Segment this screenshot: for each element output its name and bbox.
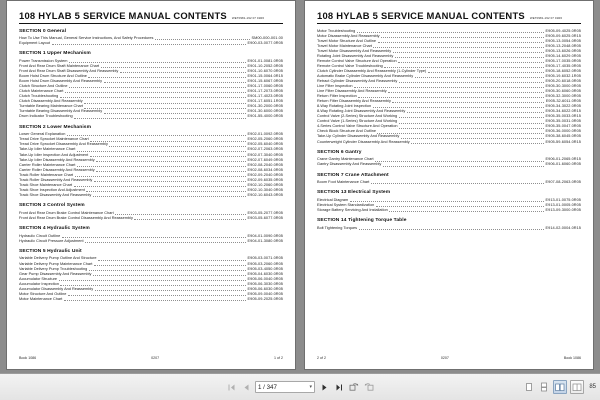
toc-entry-number: E902-07-3040.0R05 bbox=[247, 152, 283, 157]
document-page-right[interactable] bbox=[304, 0, 594, 370]
toc-leader-dots bbox=[407, 111, 544, 113]
toc-entry-number: E901-17-2073.0R05 bbox=[247, 89, 283, 94]
toc-entry-number: E904-01-3080.0R05 bbox=[247, 238, 283, 243]
toc-leader-dots bbox=[93, 195, 246, 197]
single-page-view-icon[interactable] bbox=[523, 381, 535, 394]
toc-entry-number: E913-01-0075.0R05 bbox=[545, 198, 581, 203]
toc-entry-label: Accumulator Structure bbox=[19, 276, 58, 281]
rotate-counterclockwise-icon[interactable] bbox=[363, 381, 375, 394]
toc-leader-dots bbox=[384, 66, 544, 68]
table-of-contents-left bbox=[19, 29, 283, 302]
toc-entry-number: E905-09-4025.0R05 bbox=[545, 28, 581, 33]
first-page-icon[interactable] bbox=[225, 381, 237, 394]
toc-entry-label: Motor Maintenance Chart bbox=[19, 296, 63, 301]
toc-entry-number: E901-15-0064.0R15 bbox=[247, 74, 283, 79]
toc-entry-label: Track Roller Maintenance Chart bbox=[19, 172, 74, 177]
toc-leader-dots bbox=[101, 66, 246, 68]
toc-entry-label: Lower General Explanation bbox=[19, 132, 66, 137]
toc-leader-dots bbox=[357, 31, 544, 33]
footer-date-code: 0207 bbox=[151, 356, 160, 360]
toc-leader-dots bbox=[59, 279, 246, 281]
toc-entry-number: E905-04-6030.0R05 bbox=[247, 271, 283, 276]
toc-entry-number: E905-20-6018.0R05 bbox=[545, 78, 581, 83]
toc-leader-dots bbox=[60, 96, 246, 98]
toc-entry-number: E907-08-2063.0R05 bbox=[545, 180, 581, 185]
toc-leader-dots bbox=[60, 284, 246, 286]
toc-leader-dots bbox=[358, 96, 544, 98]
toc-entry-number: E901-55-4000.0R05 bbox=[247, 114, 283, 119]
toc-leader-dots bbox=[84, 102, 246, 104]
toc-entry-number: E901-17-0060.0R05 bbox=[247, 84, 283, 89]
toc-leader-dots bbox=[88, 76, 246, 78]
toc-leader-dots bbox=[389, 210, 544, 212]
toc-leader-dots bbox=[96, 160, 246, 162]
toc-entry-number: E901-17-6051.1R05 bbox=[247, 99, 283, 104]
toc-entry-number: E905-35-0031.0R05 bbox=[545, 119, 581, 124]
toc-leader-dots bbox=[388, 91, 544, 93]
toc-entry-number: E901-30-2000.0R05 bbox=[247, 104, 283, 109]
page-footer-right bbox=[317, 356, 581, 360]
toc-entry-number: E906-01-2065.0R15 bbox=[545, 157, 581, 162]
page-header-code: WET0981-192 07 01R0 bbox=[231, 15, 265, 20]
toc-entry-label: Track Shoe Inspection And Adjustment bbox=[19, 187, 85, 192]
continuous-scroll-icon[interactable] bbox=[538, 381, 550, 394]
toc-leader-dots bbox=[94, 264, 246, 266]
toc-entry-label: Clutch Disassembly And Reassembly bbox=[19, 99, 83, 104]
toc-entry-number: E901-17-4023.0R05 bbox=[247, 94, 283, 99]
toc-leader-dots bbox=[155, 38, 250, 40]
toc-entry-number: E905-14-6029.0R05 bbox=[545, 53, 581, 58]
toc-entry-label: Accumulator Inspection bbox=[19, 281, 59, 286]
toc-entry-label: Crane Gantry Maintenance Chart bbox=[317, 157, 374, 162]
toc-entry-label: Line Filter Inspection bbox=[317, 84, 353, 89]
page-title: 108 HYLAB 5 SERVICE MANUAL CONTENTS bbox=[317, 10, 525, 21]
toc-leader-dots bbox=[94, 180, 246, 182]
toc-entry-label: Gear Pump Disassembly And Reassembly bbox=[19, 271, 92, 276]
viewer-toolbar bbox=[0, 373, 600, 400]
toc-entry[interactable] bbox=[19, 193, 283, 198]
toc-leader-dots bbox=[375, 160, 544, 162]
toc-entry-number: E905-03-0071.0R05 bbox=[247, 256, 283, 261]
toc-entry-label: Turntable Bearing Maintenance Chart bbox=[19, 104, 83, 109]
toc-entry-number: E902-10-3040.0R05 bbox=[247, 187, 283, 192]
document-page-left[interactable] bbox=[6, 0, 296, 370]
toc-section-heading: SECTION 0 General bbox=[19, 28, 67, 34]
page-header bbox=[19, 10, 283, 21]
toc-entry-number: E905-17-0035.0R05 bbox=[545, 58, 581, 63]
toc-entry-label: Front And Rear Drum Brake Control Maintenance Chart bbox=[19, 210, 114, 215]
toc-leader-dots bbox=[69, 61, 246, 63]
toc-entry-number: E905-34-6022.0R15 bbox=[545, 109, 581, 114]
toc-entry-label: Clutch Cylinder Disassembly And Reassembly (1-Cylinder Type) bbox=[317, 68, 427, 73]
table-of-contents-right bbox=[317, 29, 581, 232]
footer-date-code: 0207 bbox=[440, 356, 449, 360]
toc-entry-label: Boom Foot Maintenance Chart bbox=[317, 180, 370, 185]
toc-entry-number: E914-02-0004.0R15 bbox=[545, 225, 581, 230]
toc-entry-number: E905-34-3022.0R05 bbox=[545, 104, 581, 109]
toc-entry-label: Boom Hoist Drum Disassembly And Reassembly bbox=[19, 79, 103, 84]
toc-entry[interactable] bbox=[317, 140, 581, 145]
toc-section-heading: SECTION 14 Tightening Torque Table bbox=[317, 218, 407, 224]
toc-entry-label: Hydraulic Circuit Outline bbox=[19, 233, 61, 238]
toc-entry-label: Carrier Roller Disassembly And Reassembly bbox=[19, 167, 95, 172]
toc-entry-label: Remote Control Valve Troubleshooting bbox=[317, 63, 383, 68]
toc-entry-label: 8-Way Rotating Joint Disassembly And Reassembly bbox=[317, 109, 406, 114]
toc-entry[interactable] bbox=[317, 180, 581, 185]
toc-entry-label: Motor Troubleshooting bbox=[317, 28, 356, 33]
toc-entry-label: Electrical Diagram bbox=[317, 198, 349, 203]
toc-entry-number: E902-05-6040.0R05 bbox=[247, 142, 283, 147]
toc-entry-number: E905-35-0033.0R15 bbox=[545, 114, 581, 119]
toc-entry-number: E905-32-6011.0R05 bbox=[545, 99, 581, 104]
footer-page-count: 1 of 2 bbox=[274, 356, 283, 360]
toc-entry-number: E905-19-6032.1R05 bbox=[545, 73, 581, 78]
toc-entry-number: SM00-000-001.00 bbox=[251, 36, 283, 41]
toc-entry-number: E905-32-3000.0R05 bbox=[545, 94, 581, 99]
toc-entry-label: Motor Structure And Outline bbox=[19, 291, 67, 296]
toc-entry-number: E902-09-6035.0R05 bbox=[247, 177, 283, 182]
toc-entry-label: How To Use This Manual, General Service Instructions, And Safety Procedures bbox=[19, 36, 154, 41]
toc-section-heading: SECTION 6 Gantry bbox=[317, 149, 362, 155]
toc-entry-number: E905-03-4050.0R05 bbox=[247, 266, 283, 271]
toc-leader-dots bbox=[383, 165, 544, 167]
toc-leader-dots bbox=[376, 205, 544, 207]
toc-leader-dots bbox=[134, 218, 246, 220]
toc-entry[interactable] bbox=[19, 41, 283, 46]
toc-leader-dots bbox=[373, 46, 544, 48]
toc-leader-dots bbox=[399, 81, 544, 83]
page-header-code: WET0981-192 07 01R0 bbox=[529, 15, 563, 20]
toc-leader-dots bbox=[428, 71, 544, 73]
toc-entry-label: Front And Rear Drum Brake Control Disassembly And Reassembly bbox=[19, 215, 133, 220]
toc-entry-number: E905-13-0054.0R05 bbox=[545, 38, 581, 43]
title-divider bbox=[19, 23, 283, 24]
toc-entry-label: Variable Delivery Pump Troubleshooting bbox=[19, 266, 88, 271]
previous-page-icon[interactable] bbox=[240, 381, 252, 394]
toc-entry-label: Travel Motor Maintenance Chart bbox=[317, 43, 372, 48]
toc-entry-label: Tread Drive Sprocket Maintenance Chart bbox=[19, 137, 89, 142]
toc-entry-label: Gantry Disassembly And Reassembly bbox=[317, 162, 382, 167]
toc-leader-dots bbox=[115, 213, 246, 215]
toc-entry-label: Tread Drive Sprocket Disassembly And Reassembly bbox=[19, 142, 108, 147]
toc-entry-label: Bolt Tightening Torques bbox=[317, 225, 358, 230]
toc-entry-number: E902-10-6043.0R05 bbox=[247, 192, 283, 197]
toc-entry-label: Remote Control Valve Structure And Operation bbox=[317, 58, 397, 63]
toc-entry-label: Take-Up Idler Inspection And Adjustment bbox=[19, 152, 89, 157]
toc-leader-dots bbox=[354, 86, 544, 88]
toc-leader-dots bbox=[393, 51, 544, 53]
toc-leader-dots bbox=[399, 127, 544, 129]
toc-leader-dots bbox=[399, 116, 544, 118]
title-divider bbox=[317, 23, 581, 24]
next-page-icon[interactable] bbox=[318, 381, 330, 394]
toc-entry-number: E902-01-0092.0R05 bbox=[247, 132, 283, 137]
toc-leader-dots bbox=[89, 269, 246, 271]
toc-section-heading: SECTION 4 Hydraulic System bbox=[19, 225, 90, 231]
toc-entry-number: E902-09-2040.0R05 bbox=[247, 172, 283, 177]
toc-entry-number: E905-35-0047.0R05 bbox=[545, 124, 581, 129]
toc-leader-dots bbox=[67, 134, 246, 136]
chevron-down-icon[interactable]: ▾ bbox=[309, 384, 312, 390]
toc-entry-label: Variable Delivery Pump Outline And Structure bbox=[19, 256, 97, 261]
toc-entry-number: E913-01-0005.0R05 bbox=[545, 203, 581, 208]
toc-entry-label: Travel Motor Structure And Outline bbox=[317, 38, 377, 43]
toc-entry-number: E905-13-6026.0R05 bbox=[545, 48, 581, 53]
footer-page-count: 2 of 2 bbox=[317, 356, 326, 360]
toc-section-heading: SECTION 1 Upper Mechanism bbox=[19, 51, 91, 57]
toc-entry-label: Clutch Maintenance Chart bbox=[19, 89, 64, 94]
page-number-input[interactable] bbox=[255, 381, 315, 393]
toc-entry-label: Take-Up Cylinder Disassembly And Reassembly bbox=[317, 134, 400, 139]
toc-leader-dots bbox=[62, 236, 246, 238]
toc-entry-number: E905-06-0040.0R05 bbox=[247, 276, 283, 281]
toc-entry-number: E905-30-6060.0R05 bbox=[545, 89, 581, 94]
toc-leader-dots bbox=[69, 86, 246, 88]
toolbar-navigation-group bbox=[0, 381, 600, 394]
toc-leader-dots bbox=[104, 112, 246, 114]
toc-leader-dots bbox=[74, 185, 246, 187]
toc-entry-number: E901-10-6070.0R05 bbox=[247, 69, 283, 74]
toc-entry-number: E905-03-2060.0R05 bbox=[247, 261, 283, 266]
toc-leader-dots bbox=[86, 190, 246, 192]
toc-leader-dots bbox=[75, 175, 246, 177]
toc-entry[interactable] bbox=[19, 216, 283, 221]
toc-leader-dots bbox=[109, 145, 246, 147]
toc-leader-dots bbox=[378, 41, 544, 43]
toc-entry-number: E905-06-3030.0R05 bbox=[247, 281, 283, 286]
toc-entry-label: Boom Hoist Drum Structure And Outline bbox=[19, 74, 87, 79]
toc-entry-number: E905-36-0000.0R05 bbox=[545, 129, 581, 134]
toc-entry-number: E902-08-6034.0R05 bbox=[247, 167, 283, 172]
toc-entry-number: E905-59-6054.0R15 bbox=[545, 139, 581, 144]
toc-entry-label: Retract Cylinder Disassembly And Reassembly bbox=[317, 78, 398, 83]
toc-leader-dots bbox=[392, 101, 544, 103]
toc-entry-number: E904-01-0090.0R05 bbox=[247, 233, 283, 238]
toc-entry-number: E905-13-2048.0R05 bbox=[545, 43, 581, 48]
toc-entry-label: Front And Rear Drum Shaft Maintenance Chart bbox=[19, 64, 100, 69]
toc-leader-dots bbox=[104, 81, 246, 83]
toc-entry-number: E900-03-0077.0R05 bbox=[247, 41, 283, 46]
toc-entry-number: E905-06-6030.0R05 bbox=[247, 286, 283, 291]
toc-entry-label: Storage Battery Servicing And Installation bbox=[317, 208, 388, 213]
toc-entry-number: E903-05-6077.0R05 bbox=[247, 215, 283, 220]
toc-leader-dots bbox=[85, 241, 246, 243]
toc-entry-number: E905-09-6025.0R15 bbox=[545, 33, 581, 38]
facing-pages-view-icon[interactable] bbox=[553, 380, 567, 394]
toc-entry-label: Power Transmission System bbox=[19, 58, 68, 63]
toc-entry-number: E905-17-4035.0R05 bbox=[545, 63, 581, 68]
toc-leader-dots bbox=[77, 150, 246, 152]
toc-entry[interactable] bbox=[317, 226, 581, 231]
toc-entry-label: Rotating Joint Disassembly And Reassembly bbox=[317, 53, 394, 58]
toc-leader-dots bbox=[65, 91, 246, 93]
toc-entry-number: E901-01-0081.0R05 bbox=[247, 58, 283, 63]
toc-entry-label: Take-Up Idler Maintenance Chart bbox=[19, 147, 76, 152]
toc-entry-label: Electrical System Standardization bbox=[317, 203, 375, 208]
toc-leader-dots bbox=[68, 294, 246, 296]
toc-entry-number: E902-10-2060.0R05 bbox=[247, 182, 283, 187]
footer-book-number: Book 1086 bbox=[19, 356, 37, 360]
toc-section-heading: SECTION 5 Hydraulic Unit bbox=[19, 248, 82, 254]
toc-leader-dots bbox=[377, 132, 544, 134]
toc-entry-label: Clutch Troubleshooting bbox=[19, 94, 59, 99]
toc-entry[interactable] bbox=[19, 239, 283, 244]
toc-entry-number: E903-05-2077.0R05 bbox=[247, 210, 283, 215]
toc-entry-label: Travel Motor Disassembly And Reassembly bbox=[317, 48, 392, 53]
toc-leader-dots bbox=[401, 137, 544, 139]
toc-leader-dots bbox=[90, 140, 246, 142]
toc-leader-dots bbox=[359, 228, 544, 230]
toc-entry-label: Automatic Brake Cylinder Disassembly And Reassembly bbox=[317, 73, 414, 78]
toc-entry-number: E906-01-6060.0R05 bbox=[545, 162, 581, 167]
toc-entry-number: E905-30-3000.0R05 bbox=[545, 84, 581, 89]
toc-section-heading: SECTION 13 Electrical System bbox=[317, 190, 391, 196]
toc-leader-dots bbox=[411, 142, 544, 144]
toc-entry-label: Carrier Roller Maintenance Chart bbox=[19, 162, 76, 167]
toc-entry-label: Take-Up Idler Disassembly And Reassembly bbox=[19, 157, 95, 162]
toc-leader-dots bbox=[120, 71, 246, 73]
toc-entry-label: Hydraulic Circuit Pressure Adjustment bbox=[19, 238, 84, 243]
toolbar-view-group bbox=[523, 380, 596, 394]
toc-entry-label: Equipment Layout bbox=[19, 41, 50, 46]
toc-entry[interactable] bbox=[19, 297, 283, 302]
toc-entry-number: E905-09-2025.0R05 bbox=[247, 296, 283, 301]
toc-leader-dots bbox=[77, 165, 246, 167]
toc-leader-dots bbox=[74, 117, 246, 119]
toc-leader-dots bbox=[395, 56, 544, 58]
toc-leader-dots bbox=[84, 107, 246, 109]
toc-section-heading: SECTION 7 Crane Attachment bbox=[317, 172, 389, 178]
toc-entry-label: Clutch Structure And Outline bbox=[19, 84, 68, 89]
toc-leader-dots bbox=[95, 289, 246, 291]
toc-entry-number: E901-15-6067.0R05 bbox=[247, 79, 283, 84]
toc-entry-number: E902-07-6049.0R05 bbox=[247, 157, 283, 162]
rotate-clockwise-icon[interactable] bbox=[348, 381, 360, 394]
toc-entry-label: Track Shoe Maintenance Chart bbox=[19, 182, 73, 187]
last-page-icon[interactable] bbox=[333, 381, 345, 394]
page-header bbox=[317, 10, 581, 21]
toc-leader-dots bbox=[381, 36, 544, 38]
toc-entry-number: E902-05-2060.0R05 bbox=[247, 137, 283, 142]
toc-entry-label: Return Filter Inspection bbox=[317, 94, 357, 99]
toc-leader-dots bbox=[96, 170, 246, 172]
toc-leader-dots bbox=[93, 274, 246, 276]
toc-leader-dots bbox=[371, 182, 544, 184]
toc-entry-number: E901-30-6000.0R05 bbox=[247, 109, 283, 114]
toc-entry-number: E901-10-2052.0R05 bbox=[247, 64, 283, 69]
toc-entry-label: Track Roller Disassembly And Reassembly bbox=[19, 177, 93, 182]
toc-leader-dots bbox=[52, 43, 247, 45]
toc-entry-number: E913-09-3000.0R05 bbox=[545, 208, 581, 213]
toc-entry-label: Return Filter Disassembly And Reassembly bbox=[317, 99, 391, 104]
toc-leader-dots bbox=[399, 122, 544, 124]
zoom-level-value[interactable]: 85 bbox=[589, 384, 596, 390]
toc-entry-label: Line Filter Disassembly And Reassembly bbox=[317, 89, 387, 94]
toc-section-heading: SECTION 3 Control System bbox=[19, 203, 85, 209]
toc-entry-label: Turntable Bearing Disassembly And Reassembly bbox=[19, 109, 103, 114]
toc-entry-label: Drum Indicator Troubleshooting bbox=[19, 114, 73, 119]
toc-entry-label: Counterweight Cylinder Disassembly And Reassembly bbox=[317, 139, 410, 144]
toc-entry-number: E902-08-2040.0R05 bbox=[247, 162, 283, 167]
toc-entry-label: Front And Rear Drum Shaft Disassembly And Reassembly bbox=[19, 69, 119, 74]
toc-entry-number: E905-18-6052.0R05 bbox=[545, 68, 581, 73]
page-number-value: 1 / 347 bbox=[258, 383, 277, 391]
toc-entry-label: Track Shoe Disassembly And Reassembly bbox=[19, 192, 92, 197]
toc-section-heading: SECTION 2 Lower Mechanism bbox=[19, 124, 92, 130]
toc-leader-dots bbox=[373, 106, 544, 108]
toc-entry-number: E902-07-2063.0R05 bbox=[247, 147, 283, 152]
toc-entry-label: Accumulator Disassembly And Reassembly bbox=[19, 286, 94, 291]
toc-entry-label: Variable Delivery Pump Maintenance Chart bbox=[19, 261, 93, 266]
toc-entry[interactable] bbox=[317, 208, 581, 213]
book-view-icon[interactable] bbox=[570, 380, 584, 394]
toc-entry-number: E905-09-0040.0R05 bbox=[247, 291, 283, 296]
toc-entry-number: E905-38-6045.0R05 bbox=[545, 134, 581, 139]
toc-entry[interactable] bbox=[317, 162, 581, 167]
toc-leader-dots bbox=[98, 259, 246, 261]
page-footer-left bbox=[19, 356, 283, 360]
footer-book-number: Book 1086 bbox=[563, 356, 581, 360]
toc-entry-label: 4-Series Control Valve Structure And Operation bbox=[317, 124, 398, 129]
toc-leader-dots bbox=[398, 61, 544, 63]
toc-leader-dots bbox=[350, 200, 544, 202]
toc-entry-label: Check Block Structure And Outline bbox=[317, 129, 376, 134]
toc-leader-dots bbox=[64, 299, 246, 301]
toc-leader-dots bbox=[415, 76, 544, 78]
toc-entry-label: Control Valve (1-Series) Structure And Working bbox=[317, 119, 398, 124]
toc-entry[interactable] bbox=[19, 114, 283, 119]
toc-leader-dots bbox=[90, 155, 246, 157]
page-title: 108 HYLAB 5 SERVICE MANUAL CONTENTS bbox=[19, 10, 227, 21]
toc-entry-label: 8-Way Rotating Joint Inspection bbox=[317, 104, 372, 109]
toc-entry-label: Control Valve (2-Series) Structure And Working bbox=[317, 114, 398, 119]
toc-entry-label: Motor Disassembly And Reassembly bbox=[317, 33, 380, 38]
